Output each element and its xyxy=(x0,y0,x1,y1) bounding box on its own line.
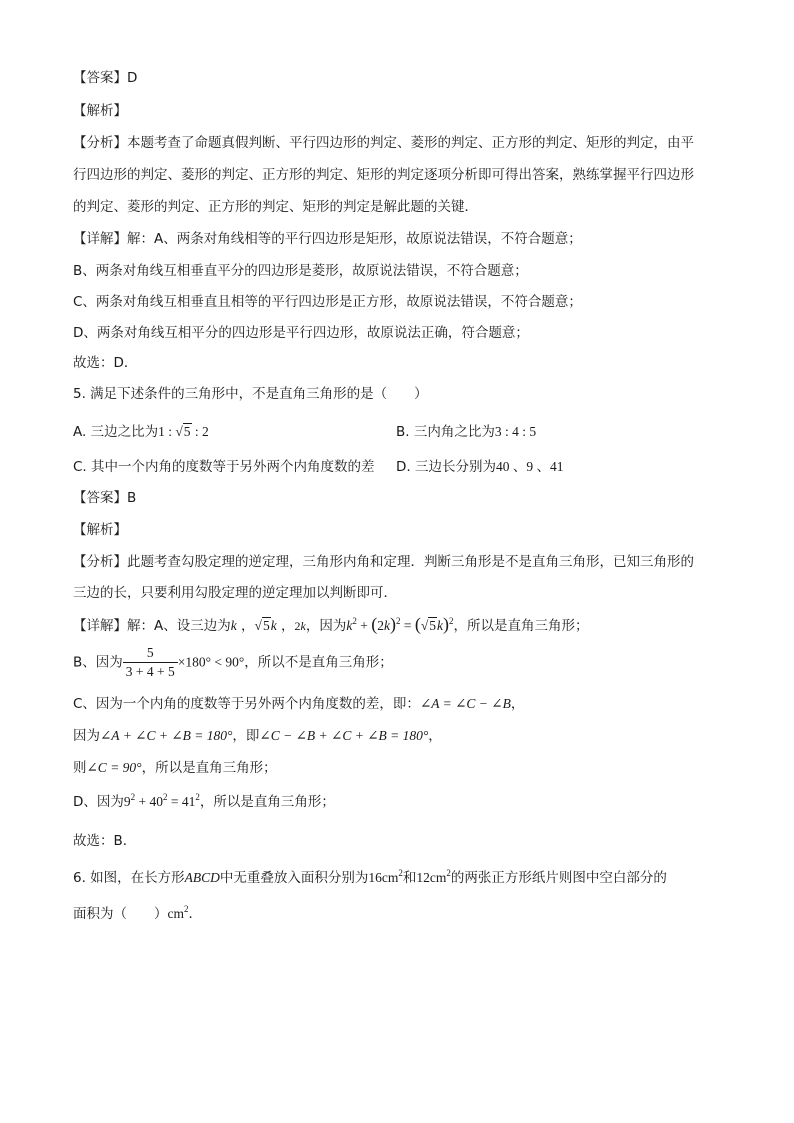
q5-xiangjie-c2 xyxy=(73,724,442,744)
option-b-math: 3 : 4 : 5 xyxy=(494,424,537,439)
math-2k: 2k xyxy=(294,619,306,633)
area-2: $12cm^2$ xyxy=(416,868,451,885)
unit-value: cm xyxy=(167,906,184,921)
q5-answer-line xyxy=(73,486,136,506)
xiangjie-b-suffix: ，所以不是直角三角形； xyxy=(244,654,393,671)
q5-option-c: C. 其中一个内角的度数等于另外两个内角度数的差 xyxy=(73,459,375,475)
q5-xiangjie-c xyxy=(73,692,524,712)
text: 中无重叠放入面积分别为 xyxy=(219,870,369,886)
q5-fenxi-line-2: 三边的长，只要利用勾股定理的逆定理加以判断即可． xyxy=(73,585,397,601)
q5-option-a xyxy=(73,420,209,440)
answer-tag: 【答案】 xyxy=(73,490,127,506)
option-a-label: A. 三边之比为 xyxy=(73,424,159,440)
math-squares: $9^2 + 40^2 = 41^2$ xyxy=(123,792,200,809)
option-a-math: 1 : √5 : 2 xyxy=(158,424,209,439)
option-b-label: B. 三内角之比为 xyxy=(396,424,495,440)
area-1-value: 16cm xyxy=(368,870,399,885)
math-pythagoras: $k^2 + (2k)^2 = (√5k)^2$ xyxy=(346,614,454,634)
q5-xiangjie-b xyxy=(73,644,393,681)
fraction-numerator: 5 xyxy=(123,644,178,663)
option-d-math: 40 、9 、41 xyxy=(495,459,564,474)
fenxi-tag: 【分析】 xyxy=(73,135,127,151)
text: 则 xyxy=(73,760,87,776)
text: 面积为（ ） xyxy=(73,906,168,922)
text: ，所以是直角三角形； xyxy=(199,794,335,810)
xiangjie-b-prefix: B、因为 xyxy=(73,654,123,671)
q4-line-d: D、两条对角线互相平分的四边形是平行四边形，故原说法正确，符合题意； xyxy=(73,325,529,341)
text: 和 xyxy=(402,870,417,886)
fraction-denominator: 3 + 4 + 5 xyxy=(125,664,175,679)
q4-fenxi-line-1 xyxy=(73,131,694,151)
q6-line-2 xyxy=(73,902,202,922)
xiangjie-tag: 【详解】 xyxy=(73,231,127,247)
option-d-label: D. 三边长分别为 xyxy=(396,459,496,475)
q5-xiangjie-c3 xyxy=(73,756,277,776)
text: D、因为 xyxy=(73,794,124,810)
q5-fenxi-line-1 xyxy=(73,550,694,570)
math-angle-c: ∠C = 90° xyxy=(86,760,142,775)
xiangjie-text: 解：A、两条对角线相等的平行四边形是矩形，故原说法错误，不符合题意； xyxy=(127,231,582,247)
answer-tag: 【答案】 xyxy=(73,70,127,86)
math-angle-sum-2: ∠C − ∠B + ∠C + ∠B = 180° xyxy=(259,728,429,743)
unit: $cm^2$ xyxy=(167,904,189,921)
q6-line-1 xyxy=(73,866,667,886)
q5-option-d xyxy=(396,455,563,475)
text: 6. 如图，在长方形 xyxy=(73,870,185,886)
fenxi-text: 本题考查了命题真假判断、平行四边形的判定、菱形的判定、正方形的判定、矩形的判定，由平 xyxy=(127,135,694,151)
xiangjie-c-text: C、因为一个内角的度数等于另外两个内角度数的差，即： xyxy=(73,696,420,712)
text: ，即 xyxy=(232,728,260,744)
punct: ， xyxy=(428,728,442,744)
q4-xiangjie-line-1 xyxy=(73,227,582,247)
q4-conclusion: 故选：D． xyxy=(73,355,138,371)
xiangjie-text-3: ，所以是直角三角形； xyxy=(453,618,589,634)
text: ． xyxy=(188,906,202,922)
fenxi-tag: 【分析】 xyxy=(73,554,127,570)
xiangjie-tag: 【详解】 xyxy=(73,618,127,634)
text: ，所以是直角三角形； xyxy=(141,760,277,776)
q4-answer-line xyxy=(73,66,137,86)
q5-stem: 5. 满足下述条件的三角形中，不是直角三角形的是（ ） xyxy=(73,386,428,402)
area-2-value: 12cm xyxy=(416,870,447,885)
q5-xiangjie-a: 【详解】解：A、设三边为k ，√5k ，2k，因为$k^2 + (2k)^2 = (√5k)^2$，所以是直角三角形； xyxy=(73,614,589,634)
q4-line-c: C、两条对角线互相垂直且相等的平行四边形是正方形，故原说法错误，不符合题意； xyxy=(73,294,582,310)
q5-option-b xyxy=(396,420,536,440)
q4-analysis-tag: 【解析】 xyxy=(73,103,127,119)
xiangjie-text: 解：A、设三边为 xyxy=(127,618,231,634)
math-sqrt5k: √5k xyxy=(254,618,277,633)
q4-line-b: B、两条对角线互相垂直平分的四边形是菱形，故原说法错误，不符合题意； xyxy=(73,263,528,279)
punct: ， xyxy=(510,696,525,712)
q4-fenxi-line-2: 行四边形的判定、菱形的判定、正方形的判定、矩形的判定逐项分析即可得出答案，熟练掌握平行四边形 xyxy=(73,167,694,183)
xiangjie-text-2: ，因为 xyxy=(305,618,347,634)
math-angle-eq: ∠A = ∠C − ∠B xyxy=(419,696,511,711)
q4-fenxi-line-3: 的判定、菱形的判定、正方形的判定、矩形的判定是解此题的关键． xyxy=(73,199,478,215)
rect-name: ABCD xyxy=(184,870,220,885)
answer-value: B xyxy=(127,490,137,506)
text: 因为 xyxy=(73,728,100,744)
math-angle-sum: ∠A + ∠C + ∠B = 180° xyxy=(100,728,233,743)
q5-analysis-tag: 【解析】 xyxy=(73,522,127,538)
q5-xiangjie-d xyxy=(73,790,335,810)
fenxi-text: 此题考查勾股定理的逆定理，三角形内角和定理．判断三角形是不是直角三角形，已知三角形的 xyxy=(127,554,694,570)
answer-value: D xyxy=(127,70,138,86)
math-expr: ×180° < 90° xyxy=(177,654,245,670)
math-k: k xyxy=(230,618,237,633)
q5-conclusion: 故选：B． xyxy=(73,833,137,849)
fraction xyxy=(123,644,178,681)
area-1: $16cm^2$ xyxy=(368,868,403,885)
text: 的两张正方形纸片则图中空白部分的 xyxy=(450,870,667,886)
